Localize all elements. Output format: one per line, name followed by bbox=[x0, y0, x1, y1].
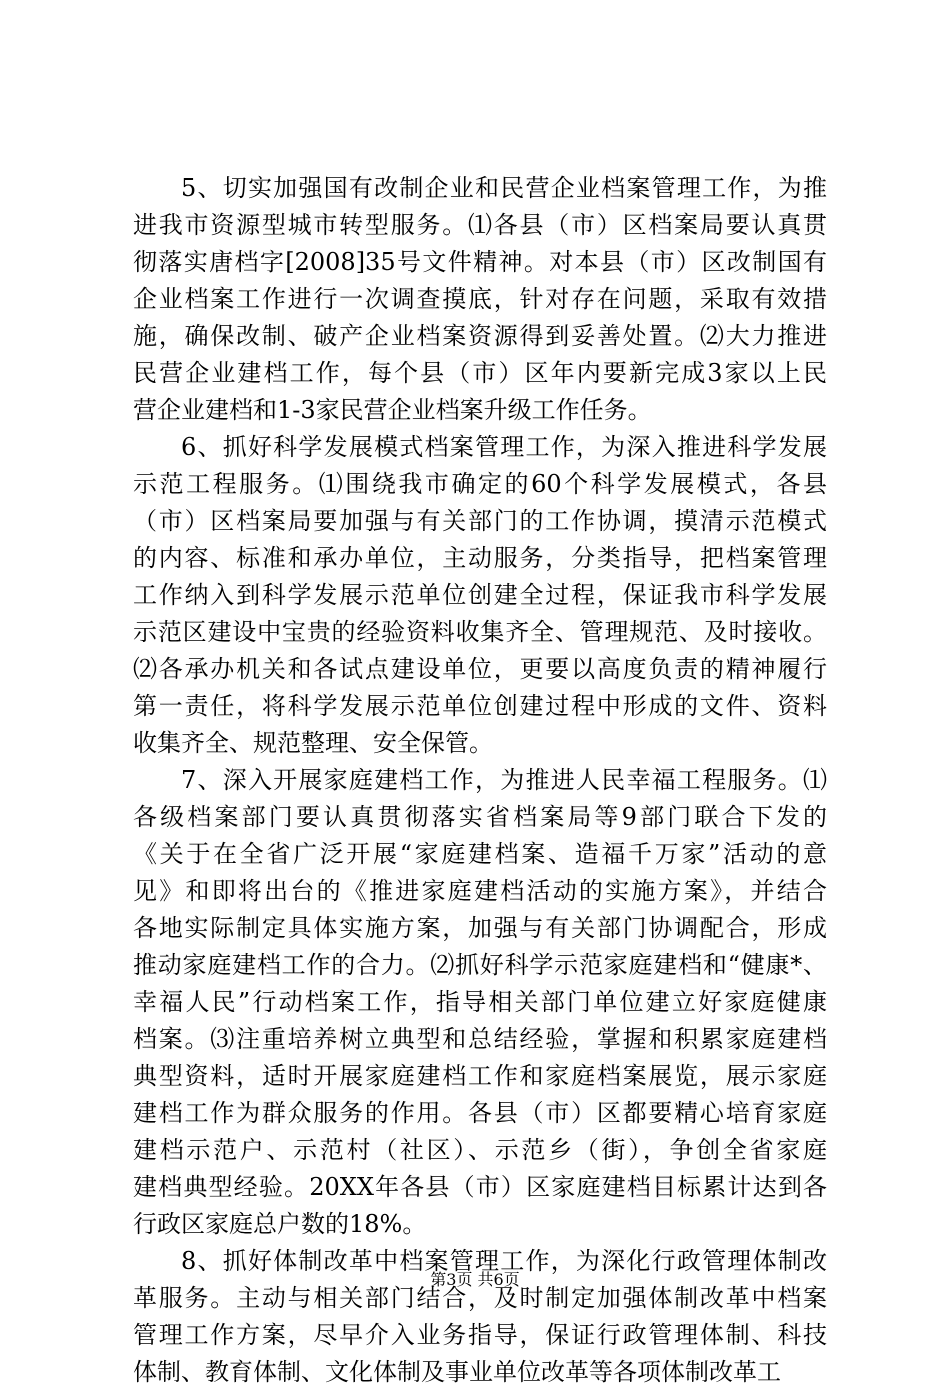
paragraph-5 bbox=[133, 170, 827, 429]
text-line: 第一责任，将科学发展示范单位创建过程中形成的文件、资料 bbox=[133, 692, 827, 720]
document-body bbox=[133, 170, 827, 1391]
text-line: 各地实际制定具体实施方案，加强与有关部门协调配合，形成 bbox=[133, 914, 827, 942]
text-line: 营企业建档和1-3家民营企业档案升级工作任务。 bbox=[133, 396, 652, 424]
text-line: 典型资料，适时开展家庭建档工作和家庭档案展览，展示家庭 bbox=[133, 1062, 827, 1090]
text-line: 的内容、标准和承办单位，主动服务，分类指导，把档案管理 bbox=[133, 544, 827, 572]
paragraph-6 bbox=[133, 429, 827, 762]
text-line: 施，确保改制、破产企业档案资源得到妥善处置。⑵大力推进 bbox=[133, 322, 827, 350]
text-line: （市）区档案局要加强与有关部门的工作协调，摸清示范模式 bbox=[133, 507, 827, 535]
text-line: 档案。⑶注重培养树立典型和总结经验，掌握和积累家庭建档 bbox=[133, 1025, 827, 1053]
text-line: 《关于在全省广泛开展“家庭建档案、造福千万家”活动的意 bbox=[133, 840, 827, 868]
text-line: ⑵各承办机关和各试点建设单位，更要以高度负责的精神履行 bbox=[133, 655, 827, 683]
text-line: 示范区建设中宝贵的经验资料收集齐全、管理规范、及时接收。 bbox=[133, 618, 827, 646]
text-line: 见》和即将出台的《推进家庭建档活动的实施方案》，并结合 bbox=[133, 877, 827, 905]
text-line: 进我市资源型城市转型服务。⑴各县（市）区档案局要认真贯 bbox=[133, 211, 827, 239]
paragraph-8 bbox=[133, 1243, 827, 1391]
text-line: 6、抓好科学发展模式档案管理工作，为深入推进科学发展 bbox=[181, 433, 827, 461]
text-line: 工作纳入到科学发展示范单位创建全过程，保证我市科学发展 bbox=[133, 581, 827, 609]
text-line: 建档工作为群众服务的作用。各县（市）区都要精心培育家庭 bbox=[133, 1099, 827, 1127]
text-line: 行政区家庭总户数的18%。 bbox=[133, 1210, 427, 1238]
text-line: 建档示范户、示范村（社区）、示范乡（街），争创全省家庭 bbox=[133, 1136, 827, 1164]
text-line: 革服务。主动与相关部门结合，及时制定加强体制改革中档案 bbox=[133, 1284, 827, 1312]
text-line: 企业档案工作进行一次调查摸底，针对存在问题，采取有效措 bbox=[133, 285, 827, 313]
paragraph-7 bbox=[133, 762, 827, 1243]
text-line: 管理工作方案，尽早介入业务指导，保证行政管理体制、科技 bbox=[133, 1321, 827, 1349]
text-line: 收集齐全、规范整理、安全保管。 bbox=[133, 729, 493, 757]
text-line: 推动家庭建档工作的合力。⑵抓好科学示范家庭建档和“健康*、 bbox=[133, 951, 827, 979]
text-line: 8、抓好体制改革中档案管理工作，为深化行政管理体制改 bbox=[181, 1247, 827, 1275]
page-footer: 第3页 共6页 bbox=[430, 1270, 520, 1289]
text-line: 建档典型经验。20XX年各县（市）区家庭建档目标累计达到各 bbox=[133, 1173, 827, 1201]
text-line: 各级档案部门要认真贯彻落实省档案局等9部门联合下发的 bbox=[133, 803, 827, 831]
text-line: 民营企业建档工作，每个县（市）区年内要新完成3家以上民 bbox=[133, 359, 827, 387]
text-line: 幸福人民”行动档案工作，指导相关部门单位建立好家庭健康 bbox=[133, 988, 827, 1016]
text-line: 5、切实加强国有改制企业和民营企业档案管理工作，为推 bbox=[181, 174, 827, 202]
text-line: 7、深入开展家庭建档工作，为推进人民幸福工程服务。⑴ bbox=[181, 766, 827, 794]
text-line: 体制、教育体制、文化体制及事业单位改革等各项体制改革工 bbox=[133, 1358, 781, 1386]
text-line: 彻落实唐档字[2008]35号文件精神。对本县（市）区改制国有 bbox=[133, 248, 827, 276]
text-line: 示范工程服务。⑴围绕我市确定的60个科学发展模式，各县 bbox=[133, 470, 827, 498]
